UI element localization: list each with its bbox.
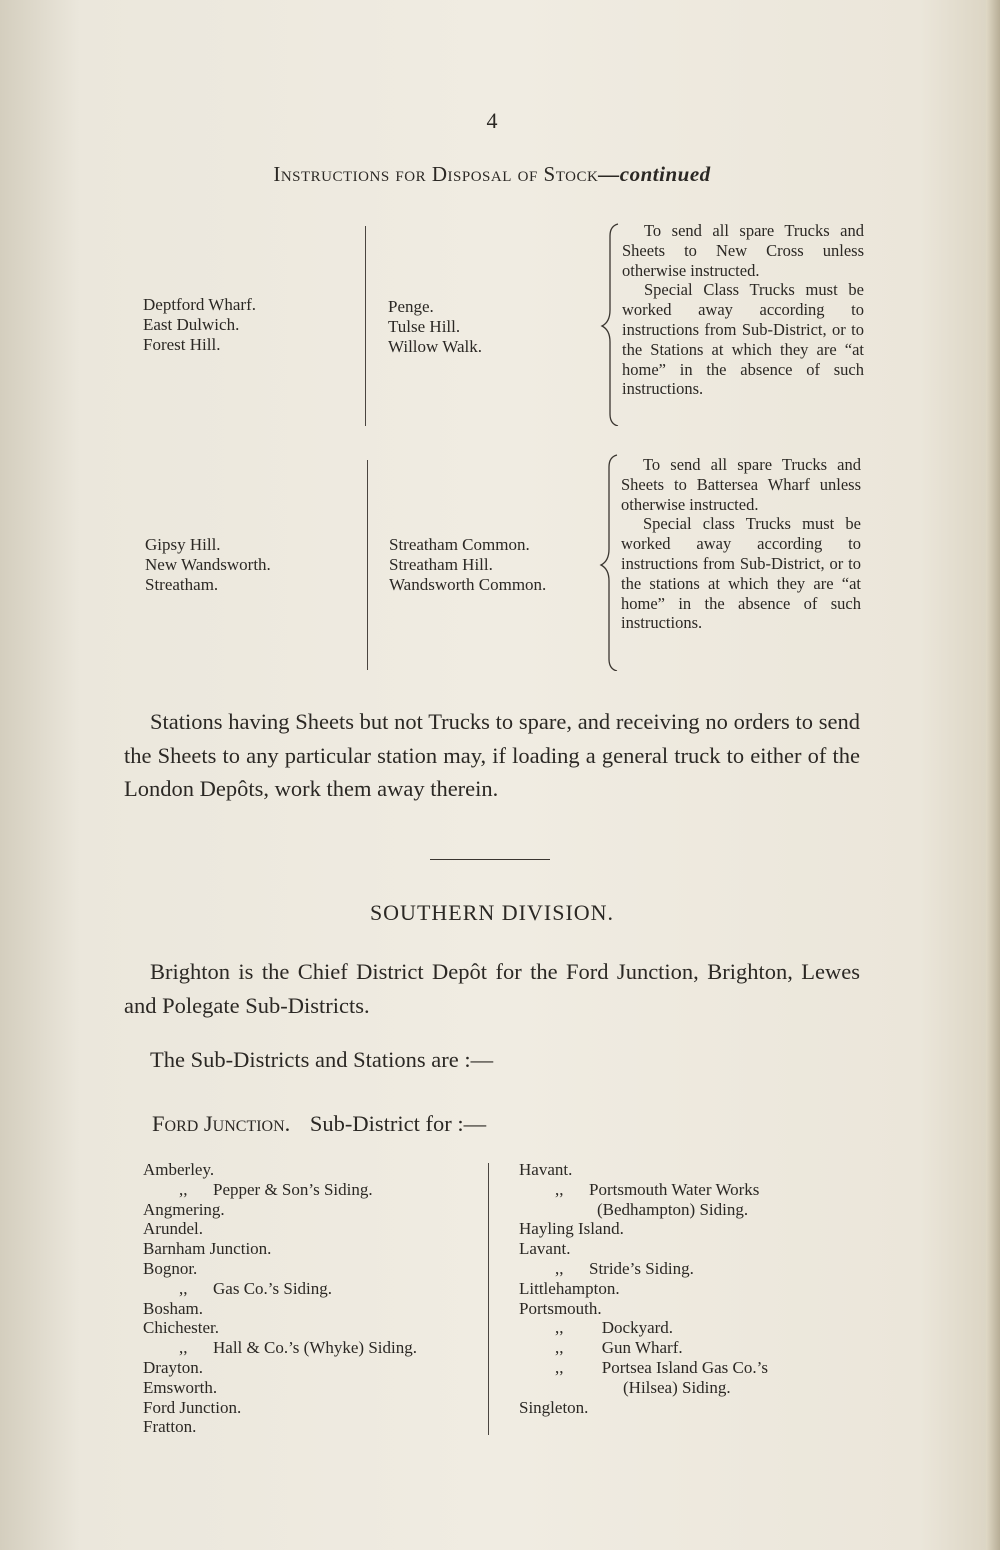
group1-col2 [388,297,482,356]
station-siding-continued: (Bedhampton) Siding. [597,1199,749,1219]
station: Littlehampton. [519,1278,620,1298]
station: Drayton. [143,1357,203,1377]
southern-intro-text: Brighton is the Chief District Depôt for the Ford Junction, Brighton, Lewes and Polegate Sub-Districts. [124,959,860,1018]
station: Tulse Hill. [388,316,461,336]
station: Lavant. [519,1239,571,1259]
instruction-text: Special class Trucks must be worked away according to instructions from Sub-District, or to the stations at which they are “at home” in the absence of such instructions. [621,514,861,633]
station: Penge. [388,297,434,316]
column-divider [367,460,368,670]
station: Streatham Hill. [389,554,493,574]
group2-col1 [145,535,271,594]
sub-districts-intro: The Sub-Districts and Stations are :— [150,1047,494,1072]
curly-brace-2 [597,453,621,671]
southern-division-heading: SOUTHERN DIVISION. [369,900,615,925]
instruction-text: To send all spare Trucks and Sheets to Battersea Wharf unless otherwise instructed. [621,455,861,514]
station: Hayling Island. [519,1219,624,1239]
station: Angmering. [143,1199,225,1219]
station: Singleton. [519,1397,589,1417]
ford-junction-label: Ford Junction. [152,1111,291,1136]
station: Streatham Common. [389,535,530,554]
station-siding: ,, Hall & Co.’s (Whyke) Siding. [179,1338,417,1358]
group1-col1 [143,295,256,354]
station-siding: ,, Gas Co.’s Siding. [179,1278,333,1298]
station: Havant. [519,1160,573,1179]
ford-junction-heading [152,1107,486,1141]
page-number: 4 [486,108,498,133]
station: Bognor. [143,1258,198,1278]
station: Deptford Wharf. [143,295,256,314]
station: East Dulwich. [143,314,240,334]
running-head-continued: —continued [598,162,711,186]
station-siding: ,, Gun Wharf. [555,1338,683,1358]
group2-instructions [621,455,861,633]
column-divider [365,226,366,426]
station-siding: ,, Portsea Island Gas Co.’s [555,1357,768,1377]
station: Chichester. [143,1318,220,1338]
station: Portsmouth. [519,1298,602,1318]
curly-brace-1 [598,222,622,426]
station-siding-continued: (Hilsea) Siding. [623,1377,731,1397]
station: Gipsy Hill. [145,535,221,554]
running-head-title: Instructions for Disposal of Stock [273,162,599,186]
sheets-paragraph-text: Stations having Sheets but not Trucks to spare, and receiving no orders to send the Sheets to any particular station may, if loading a general truck to either of the London Depôts, work them away therein. [124,709,860,801]
ford-stations-right [519,1160,768,1417]
station: Barnham Junction. [143,1239,272,1259]
station: Wandsworth Common. [389,574,547,594]
station-siding: ,, Portsmouth Water Works [555,1179,760,1199]
station: Amberley. [143,1160,215,1179]
station: Forest Hill. [143,334,221,354]
ford-stations-left [143,1160,417,1437]
section-rule [430,859,550,860]
group2-col2 [389,535,546,594]
station-siding: ,, Pepper & Son’s Siding. [179,1179,373,1199]
station: New Wandsworth. [145,554,271,574]
station: Arundel. [143,1219,203,1239]
running-head [0,162,984,187]
station: Emsworth. [143,1377,218,1397]
station: Bosham. [143,1298,203,1318]
southern-intro [124,955,860,1022]
station-siding: ,, Stride’s Siding. [555,1258,694,1278]
station: Ford Junction. [143,1397,242,1417]
group1-instructions [622,221,864,399]
station: Streatham. [145,574,219,594]
page-edge-shadow [986,0,1000,1550]
station-siding: ,, Dockyard. [555,1318,674,1338]
instruction-text: Special Class Trucks must be worked away according to instructions from Sub-District, or to the Stations at which they are “at home” in the absence of such instructions. [622,280,864,399]
instruction-text: To send all spare Trucks and Sheets to New Cross unless otherwise instructed. [622,221,864,280]
ford-junction-sub: Sub-District for :— [309,1111,487,1136]
column-divider [488,1163,489,1435]
station: Willow Walk. [388,336,482,356]
sheets-paragraph [124,705,860,806]
station: Fratton. [143,1417,197,1437]
